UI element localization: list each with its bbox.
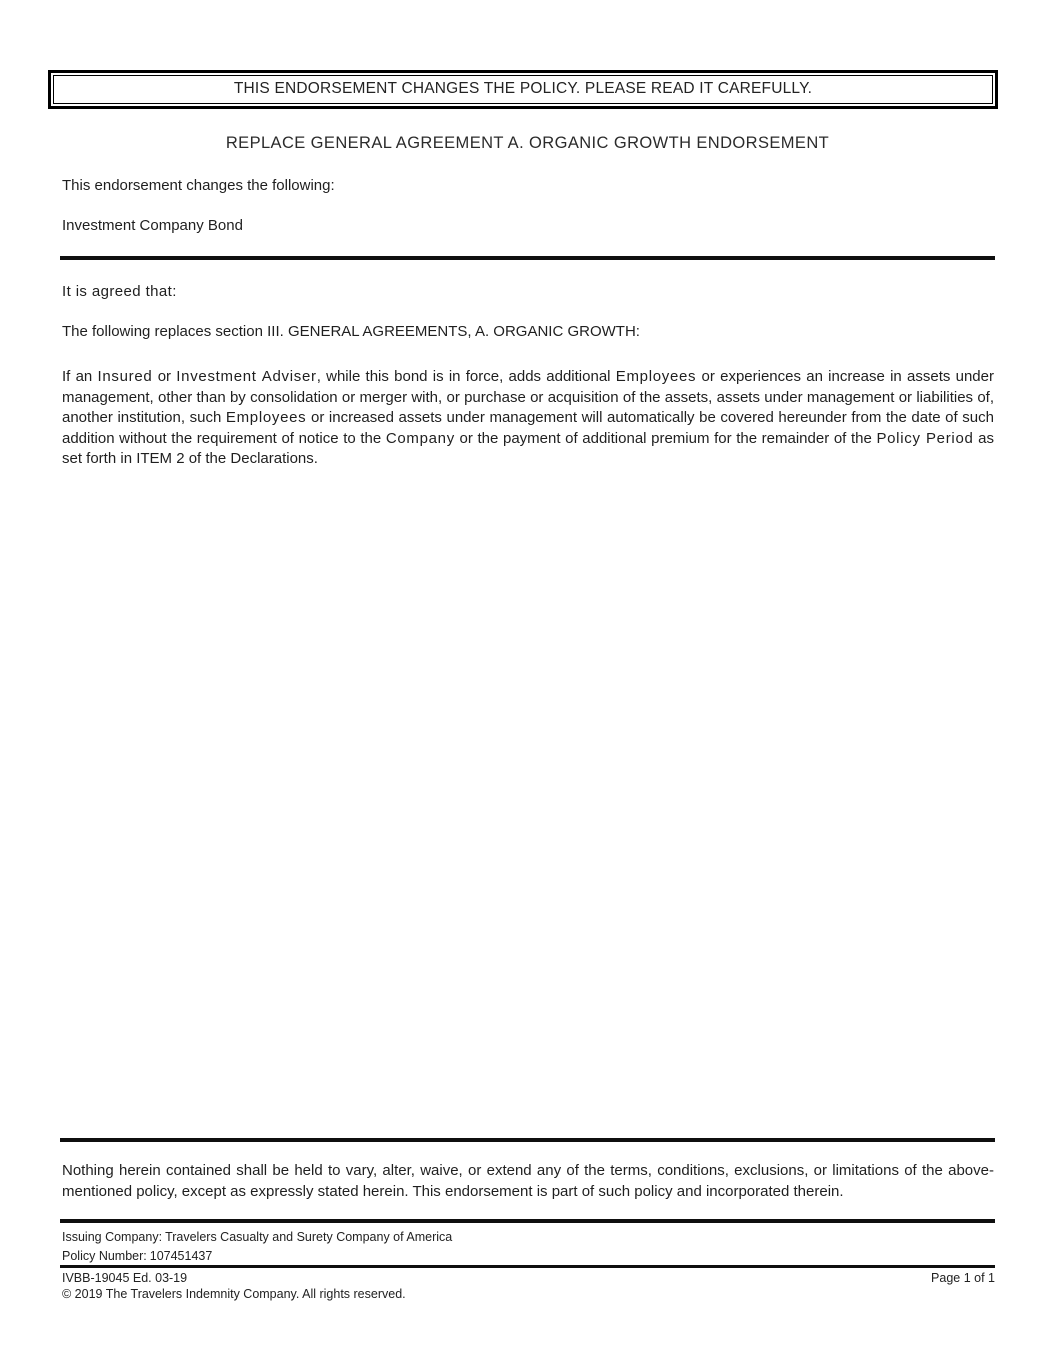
paragraph-segment: or experiences an increase in assets under management, other than by consolidation or merger with, or purchase or acquisition of the assets, assets under management or liabilities of, another institution, such (62, 368, 994, 427)
defined-term-employees: Employees (225, 409, 307, 427)
issuing-company-label: Issuing Company: (62, 1230, 163, 1244)
paragraph-segment: or increased assets under management will automatically be covered hereunder from the date of such addition without the requirement of notice to the (62, 409, 994, 447)
defined-term-investment-adviser: Investment Adviser (176, 368, 317, 385)
defined-term-employees: Employees (615, 368, 697, 385)
paragraph-segment: or the payment of additional premium for the remainder of the (454, 429, 877, 447)
paragraph-segment: or (152, 368, 177, 385)
replaces-section-line: The following replaces section III. GENERAL AGREEMENTS, A. ORGANIC GROWTH: (62, 323, 640, 340)
disclaimer-paragraph: Nothing herein contained shall be held to vary, alter, waive, or extend any of the terms, conditions, exclusions, or limitations of the above-mentioned policy, except as expressly stated herein. This endorsement is part of such policy and incorporated therein. (62, 1162, 994, 1200)
defined-term-policy-period: Policy Period (876, 429, 974, 447)
footer-divider-middle (60, 1219, 995, 1223)
defined-term-company: Company (385, 429, 455, 447)
issuing-company-value: Travelers Casualty and Surety Company of America (165, 1230, 453, 1244)
changes-following-label: This endorsement changes the following: (62, 177, 335, 194)
footer-divider-bottom (60, 1265, 995, 1268)
copyright-notice: © 2019 The Travelers Indemnity Company. All rights reserved. (62, 1287, 406, 1301)
policy-number-line (62, 1249, 212, 1263)
notice-banner-text: THIS ENDORSEMENT CHANGES THE POLICY. PLEASE READ IT CAREFULLY. (53, 75, 993, 104)
endorsement-title: REPLACE GENERAL AGREEMENT A. ORGANIC GROWTH ENDORSEMENT (225, 134, 830, 152)
paragraph-segment: as set forth in ITEM 2 of the Declarations. (62, 429, 994, 468)
notice-banner-box (48, 70, 998, 109)
section-divider-top (60, 256, 995, 260)
coverage-name: Investment Company Bond (62, 217, 243, 234)
page-indicator: Page 1 of 1 (931, 1271, 995, 1285)
policy-number-value: 107451437 (149, 1249, 213, 1263)
agreed-lead-in: It is agreed that: (62, 283, 177, 300)
issuing-company-line (62, 1230, 452, 1244)
footer-divider-top (60, 1138, 995, 1142)
form-edition-number: IVBB-19045 Ed. 03-19 (62, 1271, 188, 1285)
paragraph-segment: , while this bond is in force, adds additional (316, 368, 616, 385)
form-edition-line (62, 1271, 995, 1285)
policy-number-label: Policy Number: (62, 1249, 147, 1263)
paragraph-segment: If an (62, 368, 98, 385)
agreement-paragraph (62, 367, 994, 470)
defined-term-insured: Insured (97, 368, 153, 385)
